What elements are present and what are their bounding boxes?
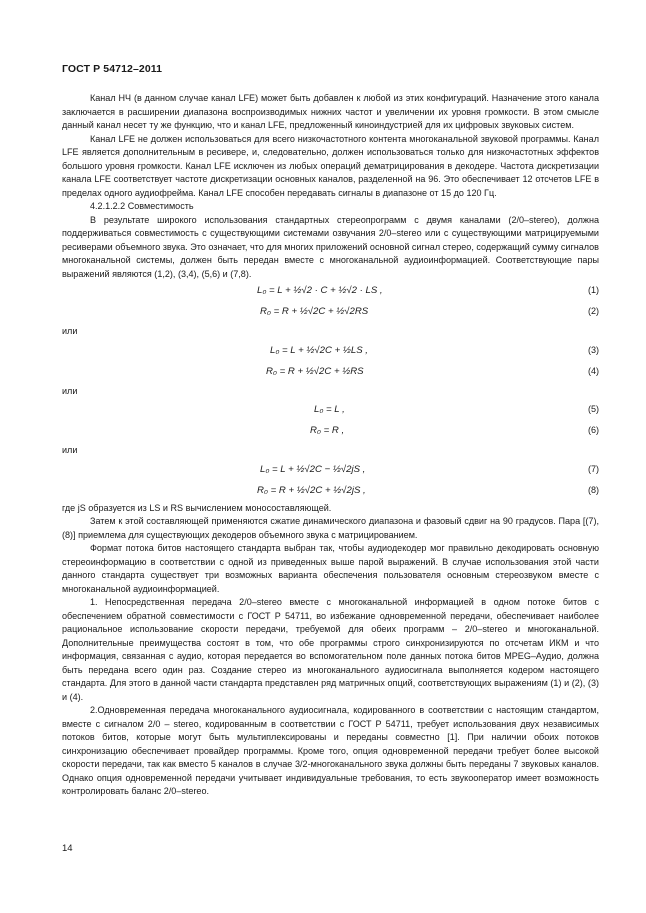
equation-formula: R₀ = R + ½√2C + ½RS	[266, 365, 364, 377]
equation-2	[62, 302, 599, 323]
equation-6	[62, 421, 599, 442]
equation-number: (3)	[587, 344, 599, 355]
paragraph-lfe-usage: Канал LFE не должен использоваться для всего низкочастотного контента многоканальной звуковой программы. Канал LFE является дополнительным в ресивере, и, следовательно, должен использоваться только для низкочастотных эффектов большого уровня громкости. Канал LFE исключен из любых операций дематрицирования в декодере. Частота дискретизации канала LFE соответствует частоте дискретизации основных каналов, разделенной на 96. Это обеспечивает 12 отсчетов LFE в пределах одного аудиофрейма. Канал LFE способен передавать сигналы в диапазоне от 15 до 120 Гц.	[62, 133, 599, 198]
equation-formula: L₀ = L + ½√2 · C + ½√2 · LS ,	[257, 285, 383, 296]
equation-7	[62, 460, 599, 481]
equation-3	[62, 341, 599, 362]
paragraph-option-1: 1. Непосредственная передача 2/0–stereo вместе с многоканальной информацией в одном потоке битов с обеспечением обратной совместимости с ГОСТ Р 54711, во избежание одновременной передачи, обеспечивает наиболее рациональное использование скорости передачи, требуемой для обеих программ – 2/0–stereo и многоканальной. Дополнительные преимущества состоят в том, что обе программы строго синхронизируются по отсчетам ИКМ и что информация, связанная с аудио, которая передается во вспомогательном поле данных потока битов MPEG–Аудио, должна быть передана всего один раз. Создание стерео из многоканального аудиосигнала выполняется кодером настоящего стандарта. Для этого в данной части стандарта представлен ряд матричных опций, соответствующих выражениям (1) и (2), (3) и (4).	[62, 597, 599, 702]
section-heading: 4.2.1.2.2 Совместимость	[90, 201, 194, 211]
page-number: 14	[62, 843, 73, 854]
equation-formula: R₀ = R + ½√2C + ½√2RS	[260, 306, 369, 317]
equation-formula: R₀ = R + ½√2C + ½√2jS ,	[257, 484, 366, 496]
equation-number: (6)	[587, 425, 599, 435]
or-text: или	[62, 445, 78, 455]
paragraph-option-2: 2.Одновременная передача многоканального аудиосигнала, кодированного в соответствии с настоящим стандартом, вместе с сигналом 2/0 – stereo, кодированным в соответствии с ГОСТ Р 54711, требует использования двух независимых потоков битов, которые могут быть мультиплексированы и переданы совместно [1]. При наличии обоих потоков синхронизацию обеспечивает провайдер программы. Кроме того, опция одновременной передачи требует более высокой скорости передачи, так как вместо 5 каналов в случае 3/2-многоканального звука должны быть переданы 7 звуковых каналов. Однако опция одновременной передачи учитывает индивидуальные требования, то есть звукооператор имеет возможность контролировать баланс 2/0–stereo.	[62, 705, 599, 796]
paragraph-lfe-intro: Канал НЧ (в данном случае канал LFE) может быть добавлен к любой из этих конфигураций. Назначение этого канала заключается в расширении диапазона воспроизводимых нижних частот и увеличении их уровня громкости. В этом смысле данный канал несет ту же функцию, что и канал LFE, предложенный киноиндустрией для их цифровых звуковых систем.	[62, 93, 599, 130]
paragraph-js-definition: где jS образуется из LS и RS вычислением моносоставляющей.	[62, 502, 332, 513]
equation-number: (5)	[587, 404, 599, 414]
document-header: ГОСТ Р 54712–2011	[62, 63, 163, 75]
equation-number: (7)	[587, 463, 599, 474]
equation-formula: L₀ = L + ½√2C + ½LS ,	[270, 344, 368, 356]
paragraph-compatibility: В результате широкого использования стандартных стереопрограмм с двумя каналами (2/0–stereo), должна поддерживаться совместимость с существующими системами озвучания 2/0–stereo или с существующими матрицируемыми ресиверами объемного звука. Это означает, что для многих приложений основной сигнал стерео, содержащий сумму сигналов многоканальной системы, должен быть передан вместе с многоканальной аудиоинформацией. Соответствующие пары выражений являются (1,2), (3,4), (5,6) и (7,8).	[62, 214, 599, 279]
equation-number: (2)	[587, 306, 599, 316]
equation-formula: L₀ = L ,	[314, 404, 345, 415]
equation-8	[62, 481, 599, 502]
equation-4	[62, 362, 599, 383]
or-text: или	[62, 326, 78, 336]
equation-number: (4)	[587, 365, 599, 376]
equation-number: (1)	[587, 285, 599, 295]
equation-formula: L₀ = L + ½√2C − ½√2jS ,	[260, 463, 366, 475]
equation-formula: R₀ = R ,	[310, 425, 345, 436]
paragraph-compression: Затем к этой составляющей применяются сжатие динамического диапазона и фазовый сдвиг на 90 градусов. Пара [(7),(8)] приемлема для существующих декодеров объемного звука с матрицированием.	[62, 516, 599, 540]
equation-5	[62, 400, 599, 421]
equation-number: (8)	[587, 484, 599, 495]
paragraph-bitstream-format: Формат потока битов настоящего стандарта выбран так, чтобы аудиодекодер мог правильно декодировать основную стереоинформацию в соответствии с одной из приведенных выше парой выражений. В случае использования этой части данного стандарта существует три возможных варианта обеспечения пользователя основным стереозвуком вместе с многоканальной аудиоинформацией.	[62, 543, 599, 594]
page-body	[62, 92, 599, 799]
equation-1	[62, 281, 599, 302]
or-text: или	[62, 385, 78, 396]
